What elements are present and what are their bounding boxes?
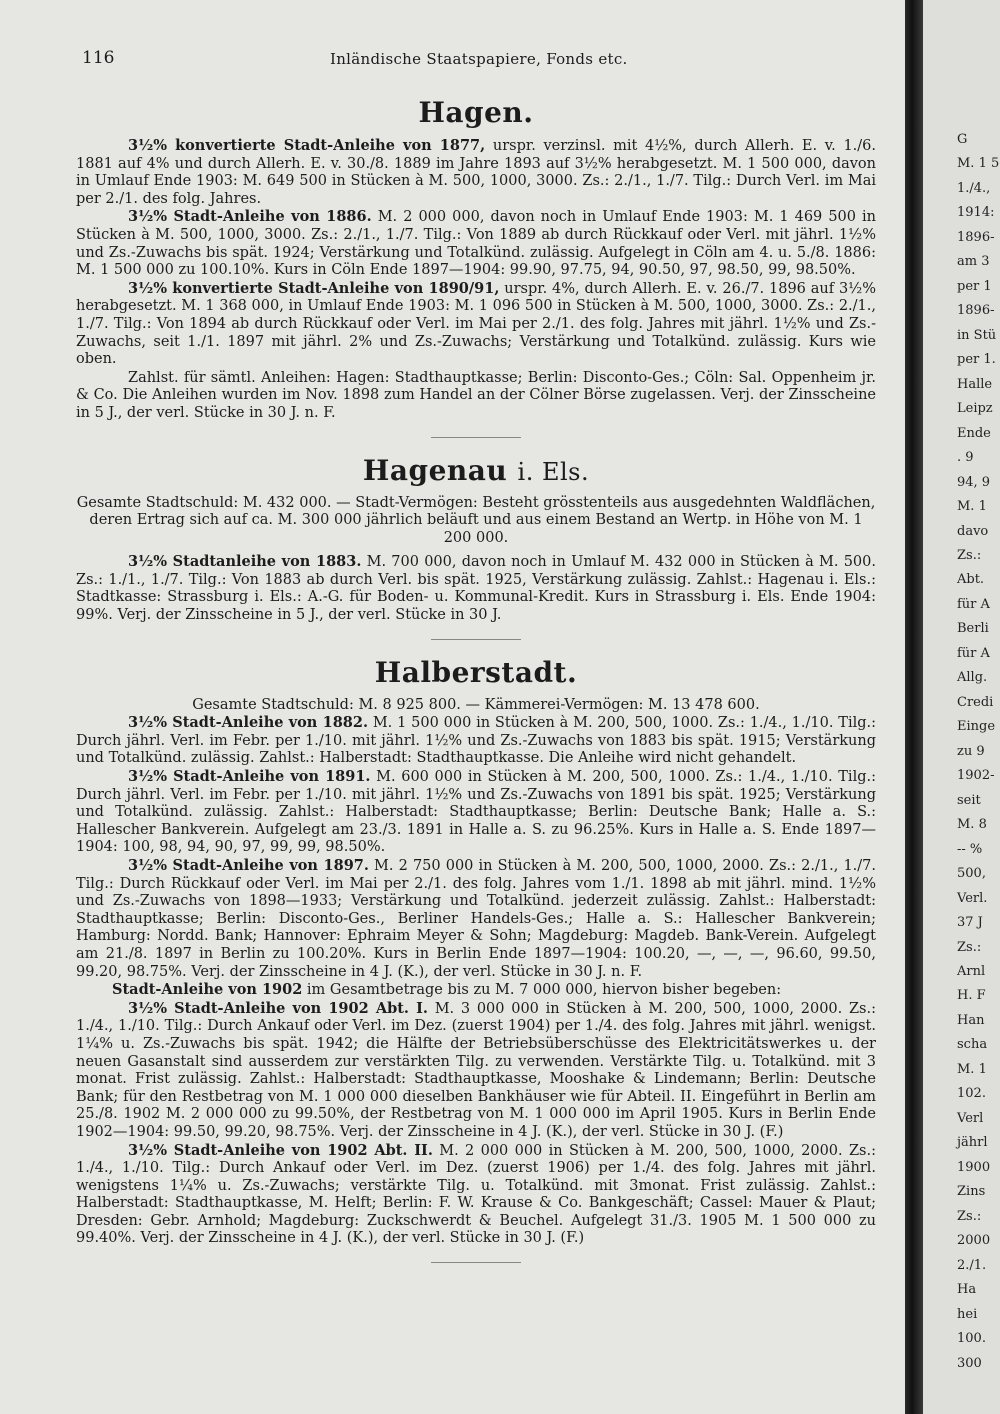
adjacent-page-fragment: hei [957, 1307, 978, 1322]
page-header [82, 48, 882, 72]
entry-hagen-1886: 3½% Stadt-Anleihe von 1886. M. 2 000 000, davon noch in Umlauf Ende 1903: M. 1 469 500 in Stücken à M. 500, 1000, 3000. Zs.: 2./1., 1./7. Tilg.: Von 1889 ab durch Rückkauf oder Verl. mit jährl. 1½% und Zs.-Zuwachs bis spät. 1924; Verstärkung und Totalkünd. zulässig. Aufgelegt in Cöln am 4. u. 5./8. 1886: M. 1 500 000 zu 100.10%. Kurs in Cöln Ende 1897—1904: 99.90, 97.75, 94, 90.50, 97, 98.50, 99, 98.50%. [76, 208, 876, 279]
adjacent-page-fragment: Credi [957, 695, 994, 710]
adjacent-page-fragment: Leipz [957, 401, 993, 416]
entry-halberstadt-1902: Stadt-Anleihe von 1902 im Gesamtbetrage bis zu M. 7 000 000, hiervon bisher begeben: [112, 981, 782, 999]
adjacent-page-fragment: Ende [957, 426, 991, 441]
adjacent-page-fragment: M. 1 [957, 1062, 987, 1077]
adjacent-page-fragment: G [957, 132, 968, 147]
entry-hagen-1890: 3½% konvertierte Stadt-Anleihe von 1890/91, urspr. 4%, durch Allerh. E. v. 26./7. 1896 auf 3½% herabgesetzt. M. 1 368 000, in Umlauf Ende 1903: M. 1 096 500 in Stücken à M. 500, 1000, 3000. Zs.: 2./1., 1./7. Tilg.: Von 1894 ab durch Rückkauf oder Verl. im Mai per 2./1. des folg. Jahres mit jährl. 1½% und Zs.-Zuwachs, seit 1./1. 1897 mit jährl. 2% und Zs.-Zuwachs; Verstärkung und Totalkünd. zulässig. Kurs wie oben. [76, 279, 877, 368]
adjacent-page-fragment: 1896- [957, 230, 995, 245]
adjacent-page-fragment: . 9 [957, 450, 974, 465]
adjacent-page-fragment: 102. [957, 1086, 986, 1101]
adjacent-page-fragment: zu 9 [957, 744, 985, 759]
adjacent-page-fragment: 100. [957, 1331, 986, 1346]
adjacent-page-fragment: seit [957, 793, 981, 808]
page-number: 116 [82, 48, 115, 68]
adjacent-page-fragment: M. 8 [957, 817, 987, 832]
adjacent-page-fragment: Zs.: [957, 548, 982, 563]
adjacent-page-fragment: am 3 [957, 254, 990, 269]
adjacent-page-fragment: Einge [957, 719, 996, 734]
entry-halberstadt-1897: 3½% Stadt-Anleihe von 1897. M. 2 750 000 in Stücken à M. 200, 500, 1000, 2000. Zs.: 2./1., 1./7. Tilg.: Durch Rückkauf oder Verl. im Mai per 2./1. des folg. Jahres vom 1./1. 1898 ab mit jährl. mind. 1½% und Zs.-Zuwachs von 1898—1933; Verstärkung und Totalkünd. jederzeit zulässig. Zahlst.: Halberstadt: Stadthauptkasse; Berlin: Disconto-Ges., Berliner Handels-Ges.; Halle a. S.: Hallescher Bankverein; Hamburg: Nordd. Bank; Hannover: Ephraim Meyer & Sohn; Magdeburg: Magdeb. Bank-Verein. Aufgelegt am 21./8. 1897 in Berlin zu 100.20%. Kurs in Berlin Ende 1897—1904: 100.20, —, —, —, 96.60, 99.50, 99.20, 98.75%. Verj. der Zinsscheine in 4 J. (K.), der verl. Stücke in 30 J. n. F. [76, 857, 876, 980]
content-column [76, 92, 876, 1279]
entry-halberstadt-1891: 3½% Stadt-Anleihe von 1891. M. 600 000 in Stücken à M. 200, 500, 1000. Zs.: 1./4., 1./10. Tilg.: Durch jährl. Verl. im Febr. per 1./10. mit jährl. 1½% und Zs.-Zuwachs von 1891 bis spät. 1925; Verstärkung und Totalkünd. zulässig. Zahlst.: Halberstadt: Stadthauptkasse; Berlin: Deutsche Bank; Halle a. S.: Hallescher Bankverein. Aufgelegt am 23./3. 1891 in Halle a. S. zu 96.25%. Kurs in Halle a. S. Ende 1897—1904: 100, 98, 94, 90, 97, 99, 99, 98.50%. [76, 768, 876, 856]
entry-halberstadt-1902-abt-1: 3½% Stadt-Anleihe von 1902 Abt. I. M. 3 000 000 in Stücken à M. 200, 500, 1000, 2000. Zs.: 1./4., 1./10. Tilg.: Durch Ankauf oder Verl. im Dez. (zuerst 1904) per 1./4. des folg. Jahres mit jährl. wenigst. 1¼% u. Zs.-Zuwachs bis spät. 1942; die Hälfte der Betriebsüberschüsse des Elektricitätswerkes u. der neuen Gasanstalt sind ausserdem zur verstärkten Tilg. zu verwenden. Verstärkte Tilg. u. Totalkünd. mit 3 monat. Frist zulässig. Zahlst.: Halberstadt: Stadthauptkasse, Mooshake & Lindemann; Berlin: Deutsche Bank; für den Restbetrag von M. 1 000 000 dieselben Bankhäuser wie für Abteil. II. Eingeführt in Berlin am 25./8. 1902 M. 2 000 000 zu 99.50%, der Restbetrag von M. 1 000 000 im April 1905. Kurs in Berlin Ende 1902—1904: 99.50, 99.20, 98.75%. Verj. der Zinsscheine in 4 J. (K.), der verl. Stücke in 30 J. (F.) [76, 999, 876, 1140]
hagenau-intro: Gesamte Stadtschuld: M. 432 000. — Stadt-Vermögen: Besteht grösstenteils aus ausgedehnten Waldflächen, deren Ertrag sich auf ca. M. 300 000 jährlich beläuft und aus einem Bestand an Wertp. in Höhe von M. 1 200 000. [76, 494, 876, 546]
divider [431, 639, 521, 640]
entry-halberstadt-1902-abt-2: 3½% Stadt-Anleihe von 1902 Abt. II. M. 2 000 000 in Stücken à M. 200, 500, 1000, 2000. Zs.: 1./4., 1./10. Tilg.: Durch Ankauf oder Verl. im Dez. (zuerst 1906) per 1./4. des folg. Jahres mit jährl. wenigstens 1¼% u. Zs.-Zuwachs; verstärkte Tilg. u. Totalkünd. mit 3monat. Frist zulässig. Zahlst.: Halberstadt: Stadthauptkasse, M. Helft; Berlin: F. W. Krause & Co. Bankgeschäft; Cassel: Mauer & Plaut; Dresden: Gebr. Arnhold; Magdeburg: Zuckschwerdt & Beuchel. Aufgelegt 31./3. 1905 M. 1 500 000 zu 99.40%. Verj. der Zinsscheine in 4 J. (K.), der verl. Stücke in 30 J. (F.) [76, 1141, 876, 1247]
adjacent-page-fragment: Zs.: [957, 940, 982, 955]
adjacent-page-fragment: davo [957, 524, 989, 539]
entry-hagen-1877: 3½% konvertierte Stadt-Anleihe von 1877, urspr. verzinsl. mit 4½%, durch Allerh. E. v. 1./6. 1881 auf 4% und durch Allerh. E. v. 30./8. 1889 im Jahre 1893 auf 3½% herabgesetzt. M. 1 500 000, davon in Umlauf Ende 1903: M. 649 500 in Stücken à M. 500, 1000, 3000. Zs.: 2./1., 1./7. Tilg.: Durch Verl. im Mai per 2./1. des folg. Jahres. [76, 137, 877, 207]
section-title-halberstadt: Halberstadt. [374, 655, 578, 689]
adjacent-page-fragment: 2000 [957, 1233, 991, 1248]
adjacent-page-fragment: 500, [957, 866, 986, 881]
adjacent-page-fragment: in Stü [957, 328, 997, 343]
divider [431, 437, 521, 438]
adjacent-page-fragment: jährl [957, 1135, 988, 1150]
adjacent-page-fragment: Verl. [957, 891, 988, 906]
book-gutter [905, 0, 923, 1414]
adjacent-page-fragment: per 1 [957, 279, 992, 294]
entry-hagen-zahlstellen: Zahlst. für sämtl. Anleihen: Hagen: Stadthauptkasse; Berlin: Disconto-Ges.; Cöln: Sal. Oppenheim jr. & Co. Die Anleihen wurden im Nov. 1898 zum Handel an der Cölner Börse zugelassen. Verj. der Zinsscheine in 5 J., der verl. Stücke in 30 J. n. F. [76, 369, 876, 421]
adjacent-page-fragment: 94, 9 [957, 475, 991, 490]
adjacent-page-fragment: per 1. [957, 352, 996, 367]
adjacent-page-fragment: 1896- [957, 303, 995, 318]
adjacent-page-fragment: 37 J [957, 915, 983, 930]
divider [431, 1262, 521, 1263]
adjacent-page-fragment: 1914: [957, 205, 995, 220]
adjacent-page-fragment: Zs.: [957, 1209, 982, 1224]
adjacent-page-fragment: Allg. [957, 670, 988, 685]
adjacent-page-fragment: für A [957, 646, 990, 661]
section-title-hagen: Hagen. [418, 96, 534, 129]
adjacent-page-fragment: 2./1. [957, 1258, 987, 1273]
adjacent-page-fragment: H. F [957, 988, 986, 1003]
adjacent-page-fragment: Zins [957, 1184, 986, 1199]
adjacent-page-fragment: für A [957, 597, 990, 612]
adjacent-page-fragment: Ha [957, 1282, 977, 1297]
adjacent-page-fragment: Halle [957, 377, 993, 392]
adjacent-page-fragment: 1900 [957, 1160, 991, 1175]
entry-halberstadt-1882: 3½% Stadt-Anleihe von 1882. M. 1 500 000 in Stücken à M. 200, 500, 1000. Zs.: 1./4., 1./10. Tilg.: Durch jährl. Verl. im Febr. per 1./10. mit jährl. 1½% und Zs.-Zuwachs von 1883 bis spät. 1915; Verstärkung und Totalkünd. zulässig. Zahlst.: Halberstadt: Stadthauptkasse. Die Anleihe wird nicht gehandelt. [76, 714, 876, 767]
entry-hagenau-1883: 3½% Stadtanleihe von 1883. M. 700 000, davon noch in Umlauf M. 432 000 in Stücken à M. 500. Zs.: 1./1., 1./7. Tilg.: Von 1883 ab durch Verl. bis spät. 1925, Verstärkung zulässig. Zahlst.: Hagenau i. Els.: Stadtkasse: Strassburg i. Els.: A.-G. für Boden- u. Kommunal-Kredit. Kurs in Strassburg i. Els. Ende 1904: 99%. Verj. der Zinsscheine in 5 J., der verl. Stücke in 30 J. [76, 553, 876, 624]
adjacent-page-fragment: Verl [957, 1111, 984, 1126]
adjacent-page-fragment: Han [957, 1013, 985, 1028]
adjacent-page-fragment: Abt. [957, 572, 985, 587]
adjacent-page-fragment: 1./4., [957, 181, 991, 196]
adjacent-page-edge [923, 0, 1000, 1414]
adjacent-page-fragment: M. 1 5 [957, 156, 1000, 171]
adjacent-page-fragment: M. 1 [957, 499, 987, 514]
adjacent-page-fragment: Berli [957, 621, 989, 636]
halberstadt-intro: Gesamte Stadtschuld: M. 8 925 800. — Kämmerei-Vermögen: M. 13 478 600. [192, 696, 760, 713]
adjacent-page-fragment: Arnl [957, 964, 986, 979]
adjacent-page-fragment: 1902- [957, 768, 995, 783]
adjacent-page-fragment: scha [957, 1037, 988, 1052]
running-title: Inländische Staatspapiere, Fonds etc. [330, 50, 628, 68]
adjacent-page-fragment: 300 [957, 1356, 982, 1371]
section-title-hagenau: Hagenau i. Els. [362, 453, 590, 487]
adjacent-page-fragment: -- % [957, 842, 983, 857]
